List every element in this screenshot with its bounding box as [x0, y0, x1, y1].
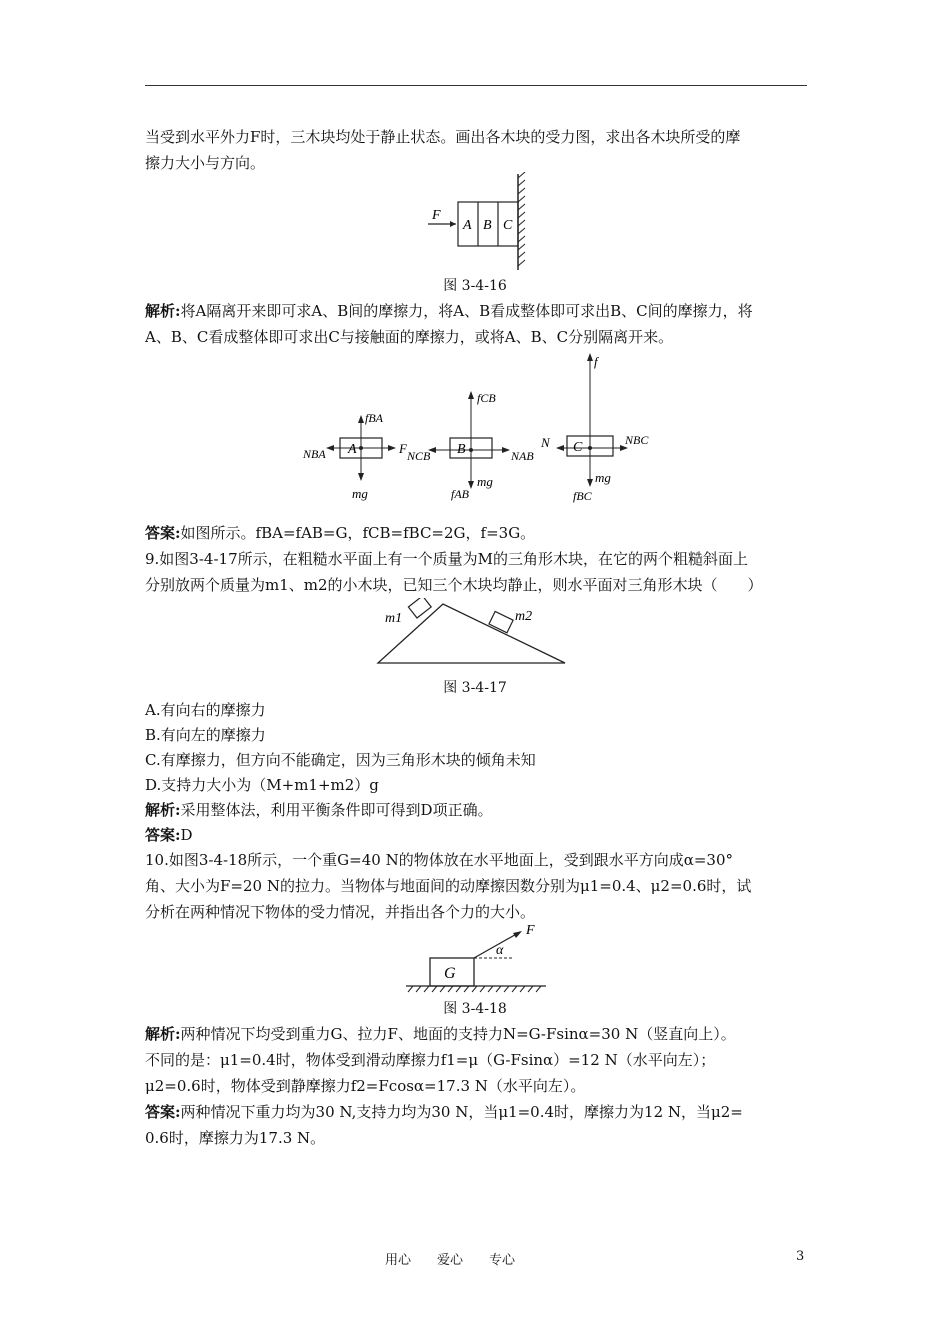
svg-text:fAB: fAB: [451, 487, 469, 501]
fig16-f-label: F: [432, 208, 441, 223]
fig16-a-label: A: [463, 218, 472, 233]
q9-line-1: 9.如图3-4-17所示，在粗糙水平面上有一个质量为M的三角形木块，在它的两个粗糙斜面上: [145, 550, 748, 568]
figure-3-4-18: [400, 920, 550, 996]
q10-answer-line-1: [145, 1099, 807, 1125]
q9-line-2: 分别放两个质量为m1、m2的小木块，已知三个木块均静止，则水平面对三角形木块（ ）: [145, 576, 763, 594]
q8-answer-text: 如图所示。fBA=fAB=G，fCB=fBC=2G，f=3G。: [180, 524, 536, 542]
intro-line-1: 当受到水平外力F时，三木块均处于静止状态。画出各木块的受力图，求出各木块所受的摩: [145, 128, 741, 146]
q8-answer-label: 答案:: [145, 524, 181, 542]
page-number: 3: [796, 1249, 805, 1264]
svg-text:fBA: fBA: [365, 411, 383, 425]
fig17-m1-label: m1: [385, 611, 403, 626]
svg-text:N: N: [541, 435, 550, 450]
svg-text:mg: mg: [477, 474, 493, 489]
q8-analysis-line-1: [145, 298, 807, 324]
header-rule: [145, 85, 807, 86]
svg-text:A: A: [348, 442, 357, 457]
fig16-c-label: C: [503, 218, 513, 233]
q10-analysis-line-3: μ2=0.6时，物体受到静摩擦力f2=Fcosα=17.3 N（水平向左）。: [145, 1077, 586, 1095]
svg-text:NBA: NBA: [303, 447, 326, 461]
q9-analysis-label: 解析:: [145, 801, 181, 819]
q8-analysis-label: 解析:: [145, 302, 181, 320]
svg-text:NCB: NCB: [407, 449, 431, 463]
svg-text:mg: mg: [595, 470, 611, 485]
fig16-b-label: B: [483, 218, 492, 233]
q10-answer-text-1: 两种情况下重力均为30 N,支持力均为30 N，当μ1=0.4时，摩擦力为12 N，当μ2=: [180, 1103, 743, 1121]
svg-text:C: C: [573, 440, 583, 455]
q8-answer-line: [145, 520, 807, 546]
figure-3-4-17: [375, 598, 575, 668]
fig18-caption: 图 3-4-18: [443, 1001, 507, 1017]
svg-text:B: B: [457, 442, 466, 457]
svg-text:mg: mg: [352, 486, 368, 501]
svg-text:fBC: fBC: [573, 489, 592, 503]
svg-text:NAB: NAB: [511, 449, 534, 463]
footer-motto: 用心 爱心 专心: [385, 1253, 516, 1268]
q10-line-2: 角、大小为F=20 N的拉力。当物体与地面间的动摩擦因数分别为μ1=0.4、μ2=0.6时，试: [145, 877, 752, 895]
q10-answer-label: 答案:: [145, 1103, 181, 1121]
q9-answer-label: 答案:: [145, 826, 181, 844]
q10-analysis-line-1: [145, 1021, 807, 1047]
free-body-diagrams: [295, 350, 665, 515]
fig18-f-label: F: [526, 923, 535, 938]
q10-answer-line-2: 0.6时，摩擦力为17.3 N。: [145, 1129, 326, 1147]
intro-line-2: 擦力大小与方向。: [145, 154, 266, 172]
q9-option-a: A.有向右的摩擦力: [145, 701, 266, 719]
fig16-caption: 图 3-4-16: [443, 278, 507, 294]
fbd-block-a: [302, 411, 408, 501]
fbd-block-b: [406, 391, 534, 501]
q8-analysis-text-1: 将A隔离开来即可求A、B间的摩擦力，将A、B看成整体即可求出B、C间的摩擦力，将: [180, 302, 753, 320]
q10-analysis-text-1: 两种情况下均受到重力G、拉力F、地面的支持力N=G-Fsinα=30 N（竖直向上）。: [180, 1025, 736, 1043]
fbd-block-c: [540, 354, 649, 503]
q10-line-3: 分析在两种情况下物体的受力情况，并指出各个力的大小。: [145, 903, 536, 921]
fig17-caption: 图 3-4-17: [443, 680, 507, 696]
fig17-m2-label: m2: [515, 609, 533, 624]
q9-answer-line: [145, 822, 807, 848]
svg-text:NBC: NBC: [625, 433, 649, 447]
q10-analysis-line-2: 不同的是：μ1=0.4时，物体受到滑动摩擦力f1=μ（G-Fsinα）=12 N（水平向左）；: [145, 1051, 716, 1069]
q9-option-c: C.有摩擦力，但方向不能确定，因为三角形木块的倾角未知: [145, 751, 536, 769]
fig18-g-label: G: [444, 965, 456, 982]
svg-text:F: F: [399, 441, 407, 456]
q9-answer-text: D: [180, 826, 193, 844]
svg-text:fCB: fCB: [477, 391, 496, 405]
figure-3-4-16: [420, 172, 530, 272]
q10-analysis-label: 解析:: [145, 1025, 181, 1043]
q8-analysis-line-2: A、B、C看成整体即可求出C与接触面的摩擦力，或将A、B、C分别隔离开来。: [145, 328, 674, 346]
q9-option-d: D.支持力大小为（M+m1+m2）g: [145, 776, 379, 794]
q9-analysis-line: [145, 797, 807, 823]
q10-line-1: 10.如图3-4-18所示，一个重G=40 N的物体放在水平地面上，受到跟水平方向成α=30°: [145, 851, 733, 869]
fig18-alpha-label: α: [496, 943, 504, 958]
q9-option-b: B.有向左的摩擦力: [145, 726, 266, 744]
q9-analysis-text: 采用整体法，利用平衡条件即可得到D项正确。: [180, 801, 493, 819]
svg-text:f: f: [594, 354, 598, 369]
